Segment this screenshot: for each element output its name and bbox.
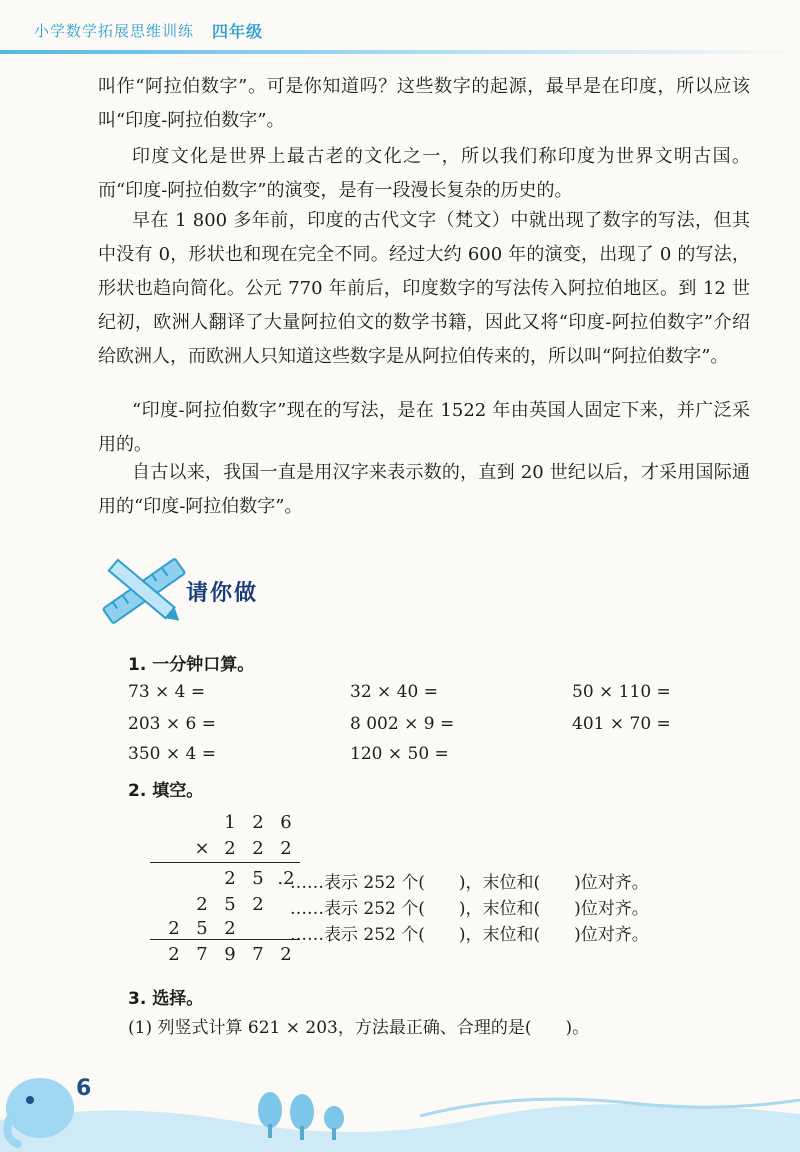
fill-blank-note-2: ……表示 252 个( )，末位和( )位对齐。 (290, 899, 649, 919)
calc-item: 120 × 50 = (350, 744, 449, 764)
digit: 2 (196, 894, 208, 915)
book-title: 小学数学拓展思维训练 (34, 21, 195, 40)
section-title-label: 请你做 (186, 581, 259, 606)
paragraph-1: 叫作“阿拉伯数字”。可是你知道吗？这些数字的起源，最早是在印度，所以应该叫“印度-阿拉伯数字”。 (98, 76, 750, 131)
multiply-sign: × (194, 838, 210, 859)
header-rule (0, 50, 800, 54)
digit: 2 (280, 838, 292, 859)
calc-item: 350 × 4 = (128, 744, 216, 764)
footer-decoration (0, 1060, 800, 1152)
digit: 7 (252, 944, 264, 965)
calc-item: 73 × 4 = (128, 682, 206, 702)
digit: 2 (252, 838, 264, 859)
digit: 6 (280, 812, 292, 833)
digit: 5 (224, 894, 236, 915)
digit: 2 (224, 918, 236, 939)
digit: 2 (280, 944, 292, 965)
ruler-pencil-icon (96, 548, 192, 634)
digit: 5 (196, 918, 208, 939)
section-title (96, 548, 296, 634)
digit: 7 (196, 944, 208, 965)
question-1-title: 1. 一分钟口算。 (128, 655, 255, 675)
paragraph-2: 印度文化是世界上最古老的文化之一，所以我们称印度为世界文明古国。而“印度-阿拉伯数字”的演变，是有一段漫长复杂的历史的。 (98, 146, 750, 201)
question-3-title: 3. 选择。 (128, 989, 204, 1009)
calc-item: 50 × 110 = (572, 682, 671, 702)
digit: 2 (224, 838, 236, 859)
question-2-title: 2. 填空。 (128, 781, 204, 801)
page-number: 6 (76, 1076, 92, 1101)
digit: 2 (252, 894, 264, 915)
digit: 1 (224, 812, 236, 833)
digit: 2 (168, 918, 180, 939)
question-3-sub-1: (1) 列竖式计算 621 × 203，方法最正确、合理的是( )。 (128, 1018, 590, 1038)
calc-item: 32 × 40 = (350, 682, 438, 702)
paragraph-5: 自古以来，我国一直是用汉字来表示数的，直到 20 世纪以后，才采用国际通用的“印度-阿拉伯数字”。 (98, 462, 750, 517)
calc-rule (150, 939, 300, 940)
grade-label: 四年级 (212, 21, 264, 41)
paragraph-4: “印度-阿拉伯数字”现在的写法，是在 1522 年由英国人固定下来，并广泛采用的。 (98, 400, 750, 455)
calc-item: 203 × 6 = (128, 714, 216, 734)
fill-blank-note-3: ……表示 252 个( )，末位和( )位对齐。 (290, 925, 649, 945)
digit: 2 (168, 944, 180, 965)
page-header (34, 14, 263, 46)
digit: 9 (224, 944, 236, 965)
digit: 2 (252, 812, 264, 833)
calc-rule (150, 862, 300, 863)
paragraph-3: 早在 1 800 多年前，印度的古代文字（梵文）中就出现了数字的写法，但其中没有 0，形状也和现在完全不同。经过大约 600 年的演变，出现了 0 的写法，形状也趋向简化。公元 770 年前后，印度数字的写法传入阿拉伯地区。到 12 世纪初，欧洲人翻译了大量阿拉伯文的数学书籍，因此又将“印度-阿拉伯数字”介绍给欧洲人，而欧洲人只知道这些数字是从阿拉伯传来的，所以叫“阿拉伯数字”。 (98, 210, 750, 367)
digit: 5 (252, 868, 264, 889)
fill-blank-note-1: ……表示 252 个( )，末位和( )位对齐。 (290, 873, 649, 893)
digit: 2 (224, 868, 236, 889)
calc-item: 8 002 × 9 = (350, 714, 455, 734)
calc-item: 401 × 70 = (572, 714, 671, 734)
digit: .2 (277, 868, 295, 889)
